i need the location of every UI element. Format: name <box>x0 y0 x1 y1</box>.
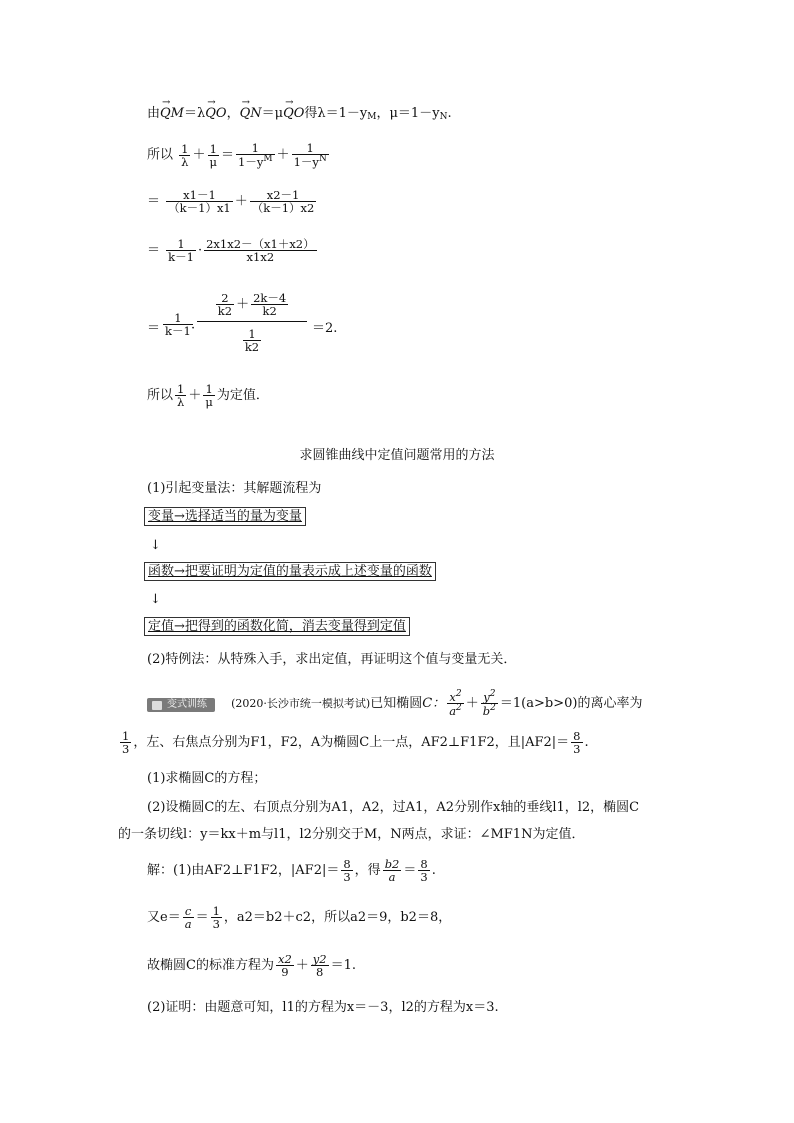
text-eq: ＝λ <box>183 106 206 121</box>
fraction <box>276 953 294 978</box>
text-prefix: 所以 <box>147 388 174 404</box>
method-2: (2)特例法：从特殊入手，求出定值，再证明这个值与变量无关． <box>147 652 517 667</box>
denominator: $b^2$ <box>482 703 496 719</box>
numerator: 1 <box>236 142 275 155</box>
numerator: 2 <box>216 292 234 305</box>
numerator: 1 <box>166 238 196 251</box>
flow-label: 变量→选择适当的量为变量 <box>144 507 306 526</box>
denominator <box>292 155 329 168</box>
operator: ＋ <box>234 194 248 210</box>
numerator: 1 <box>208 143 219 156</box>
denominator: 3 <box>420 870 428 885</box>
fraction <box>179 143 190 168</box>
subscript: N <box>439 112 448 122</box>
fraction <box>236 142 275 168</box>
operator: ＝ <box>147 194 161 210</box>
denominator: 8 <box>316 965 324 980</box>
solution-text: 又e＝ <box>147 910 181 926</box>
numerator: 8 <box>343 857 351 871</box>
method-1: (1)引起变量法：其解题流程为 <box>147 481 322 496</box>
denominator: $a^2$ <box>449 703 462 719</box>
fraction <box>243 328 261 353</box>
denominator: μ <box>205 395 213 410</box>
denominator: λ <box>177 395 185 410</box>
numerator: 1 <box>181 141 189 156</box>
solution-line-2 <box>147 905 451 930</box>
denominator-sub: N <box>318 154 327 165</box>
numerator: 8 <box>420 857 428 871</box>
denominator: 3 <box>212 917 220 932</box>
fraction <box>341 858 352 883</box>
denominator: k2 <box>244 340 260 355</box>
denominator: k2 <box>217 304 233 319</box>
vector-qn: → QN <box>240 107 262 120</box>
complex-fraction <box>197 292 307 353</box>
fraction <box>166 189 233 214</box>
numerator: b2 <box>384 857 400 871</box>
question-1: (1)求椭圆C的方程； <box>147 771 267 786</box>
question-2-line-2: 的一条切线l：y＝kx＋m与l1，l2分别交于M，N两点，求证：∠MF1N为定值． <box>118 827 585 842</box>
exercise-text: 已知椭圆 <box>370 696 423 712</box>
numerator: 1 <box>203 383 214 396</box>
denominator: （k－1）x2 <box>251 201 315 216</box>
section-title: 求圆锥曲线中定值问题常用的方法 <box>299 448 495 463</box>
denominator <box>236 155 275 168</box>
vector-qo: → QO <box>205 107 226 120</box>
exercise-text: ＝1(a>b>0)的离心率为 <box>499 696 643 712</box>
operator: ＝ <box>147 321 161 336</box>
exercise-badge: 变式训练 <box>147 698 215 712</box>
vector-qo-2: → QO <box>283 107 304 120</box>
solution-text: 解：(1)由AF2⊥F1F2，|AF2|＝ <box>147 863 340 879</box>
fraction <box>183 905 194 930</box>
operator: ＋ <box>295 958 309 974</box>
text-end: . <box>447 106 452 121</box>
numerator: $y^2$ <box>481 690 498 704</box>
fraction <box>175 383 186 408</box>
text-sep: ， <box>226 106 240 121</box>
fraction <box>481 690 498 717</box>
numerator: 2k－4 <box>253 291 287 305</box>
result: ＝2. <box>312 321 338 336</box>
denominator-text: 1－y <box>238 155 264 170</box>
flow-step-2 <box>144 565 436 578</box>
solution-line-3 <box>147 953 356 978</box>
flow-step-3 <box>144 620 410 633</box>
numerator: 1 <box>212 904 220 918</box>
text-tail: 得λ＝1－y <box>304 106 368 121</box>
fraction <box>251 292 288 317</box>
denominator: 3 <box>122 742 130 757</box>
complex-numerator <box>197 292 307 322</box>
operator: ＝ <box>195 910 209 926</box>
text-tail: ，μ＝1－y <box>376 106 440 121</box>
operator: · <box>191 321 196 336</box>
denominator: 3 <box>343 870 351 885</box>
solution-line-4: (2)证明：由题意可知，l1的方程为x＝－3，l2的方程为x＝3. <box>147 1000 499 1015</box>
line-conclusion <box>147 383 269 408</box>
denominator: a <box>184 917 192 932</box>
exercise-source: (2020·长沙市统一模拟考试) <box>231 697 371 711</box>
exercise-text: ，左、右焦点分别为F1，F2，A为椭圆C上一点，AF2⊥F1F2，且|AF2|＝ <box>133 735 570 751</box>
denominator: k－1 <box>165 324 191 339</box>
text-prefix: 所以 <box>147 147 174 163</box>
vector-qm: → QM <box>160 107 184 120</box>
fraction <box>166 238 196 263</box>
denominator: 3 <box>573 742 581 757</box>
denominator: x1x2 <box>246 250 275 265</box>
denominator: k－1 <box>168 250 194 265</box>
solution-line-1 <box>147 858 436 883</box>
numerator: 1 <box>122 729 130 743</box>
denominator: λ <box>181 154 189 169</box>
solution-text: . <box>431 863 436 879</box>
fraction <box>208 143 219 168</box>
fraction <box>311 953 329 978</box>
text-eq: ＝μ <box>261 106 284 121</box>
fraction <box>163 311 196 339</box>
fraction <box>203 383 214 408</box>
solution-text: ＝1. <box>330 958 357 974</box>
exercise-line-2 <box>118 730 589 755</box>
flow-arrow-1: ↓ <box>150 538 161 553</box>
fraction <box>120 730 131 755</box>
line-sum-reciprocal <box>147 142 331 168</box>
flow-step-1 <box>144 510 306 523</box>
numerator: 1 <box>163 312 193 325</box>
complex-denominator <box>241 322 263 353</box>
numerator: c <box>183 905 194 918</box>
solution-text: ，a2＝b2＋c2，所以a2＝9，b2＝8， <box>223 910 452 926</box>
operator: ＋ <box>192 147 206 163</box>
subscript: M <box>367 112 377 122</box>
exercise-text: . <box>584 735 589 751</box>
flow-label: 函数→把要证明为定值的量表示成上述变量的函数 <box>144 562 436 581</box>
numerator: x2 <box>277 952 292 966</box>
fraction <box>418 858 429 883</box>
fraction <box>292 142 329 168</box>
solution-text: 故椭圆C的标准方程为 <box>147 958 274 974</box>
numerator: y2 <box>312 952 327 966</box>
numerator: 1 <box>177 382 185 396</box>
question-2-line-1: (2)设椭圆C的左、右顶点分别为A1，A2，过A1，A2分别作x轴的垂线l1，l2，椭圆C <box>147 800 640 815</box>
denominator: 9 <box>281 965 289 980</box>
fraction <box>571 730 582 755</box>
fraction <box>447 690 464 717</box>
denominator: a <box>388 870 396 885</box>
operator: · <box>197 243 203 259</box>
denominator: μ <box>209 154 217 169</box>
operator: ＋ <box>236 297 250 313</box>
operator: ＋ <box>276 147 290 163</box>
solution-text: ，得 <box>354 863 381 879</box>
text-prefix: 由 <box>147 106 161 121</box>
denominator-sub: M <box>263 154 273 165</box>
operator: ＋ <box>465 696 479 712</box>
fraction <box>383 858 402 883</box>
fraction <box>216 292 234 317</box>
operator: ＋ <box>188 388 202 404</box>
fraction <box>211 905 222 930</box>
denominator-text: 1－y <box>293 155 319 170</box>
line-combine <box>147 238 319 263</box>
ellipse-label: C： <box>422 696 446 712</box>
numerator: 8 <box>573 729 581 743</box>
denominator: k2 <box>262 304 277 319</box>
operator: ＝ <box>147 243 161 259</box>
numerator: 1 <box>243 328 261 341</box>
numerator: 1 <box>292 142 329 155</box>
numerator: x1－1 <box>166 189 233 202</box>
fraction <box>250 189 317 214</box>
fraction <box>204 238 317 263</box>
flow-label: 定值→把得到的函数化简，消去变量得到定值 <box>144 617 410 636</box>
flow-arrow-2: ↓ <box>150 592 161 607</box>
operator: ＝ <box>220 147 234 163</box>
text-suffix: 为定值． <box>216 388 269 404</box>
denominator: （k－1）x1 <box>168 201 231 216</box>
numerator: $x^2$ <box>447 690 464 704</box>
exercise-line-1 <box>147 690 642 717</box>
numerator: x2－1 <box>250 189 317 202</box>
operator: ＝ <box>403 863 417 879</box>
line-vector-relation <box>147 107 452 122</box>
numerator: 2x1x2－（x1＋x2） <box>206 237 315 251</box>
line-expand <box>147 189 318 214</box>
